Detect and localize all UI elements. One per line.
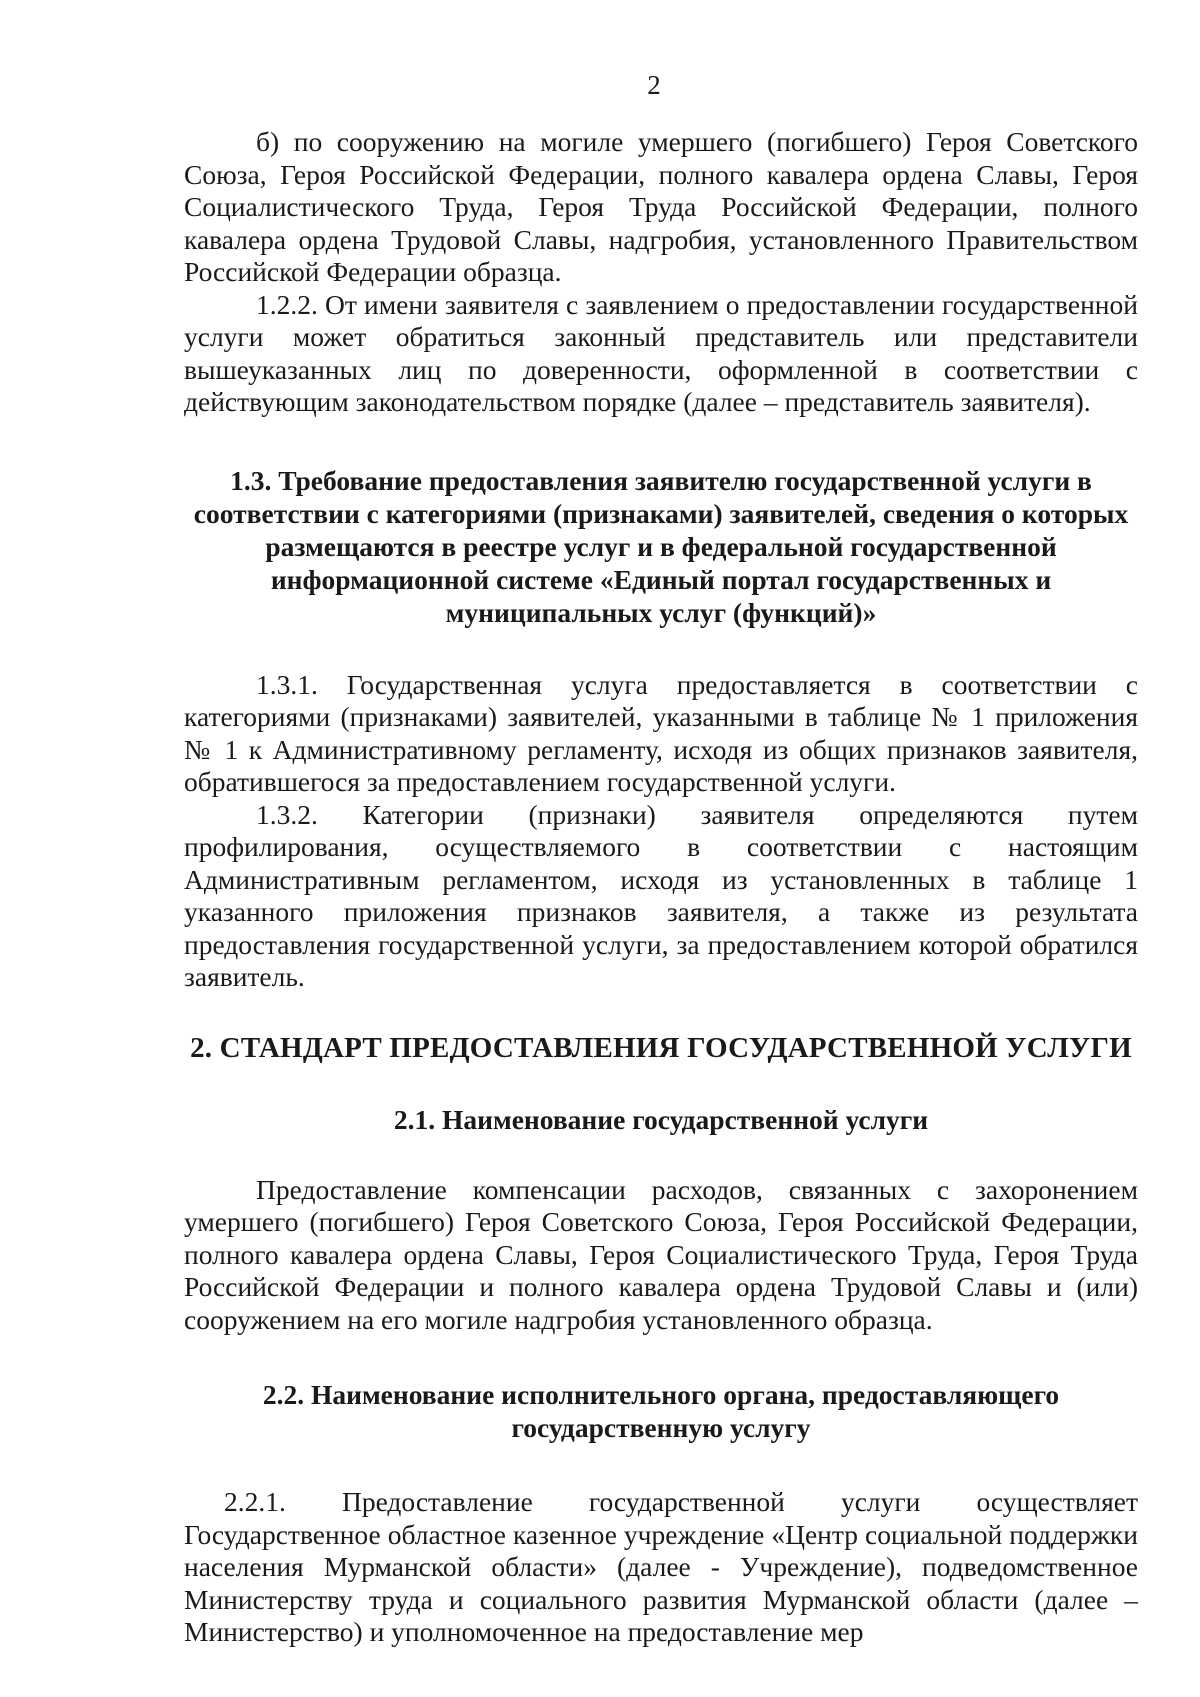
section-1-3-heading: 1.3. Требование предоставления заявителю государственной услуги в соответствии с категориями (признаками) заявителей, сведения о которых размещаются в реестре услуг и в федеральной государственной информационной системе «Единый портал государственных и муниципальных услуг (функций)»: [193, 464, 1129, 628]
section-2-2-heading: 2.2. Наименование исполнительного органа, предоставляющего государственную услугу: [262, 1379, 1060, 1443]
section-2-heading: 2. СТАНДАРТ ПРЕДОСТАВЛЕНИЯ ГОСУДАРСТВЕННОЙ УСЛУГИ: [190, 1031, 1132, 1064]
paragraph-1-2-2: 1.2.2. От имени заявителя с заявлением о предоставлении государственной услуги может обратиться законный представитель или представители вышеуказанных лиц по доверенности, оформленной в соответствии с действующим законодательством порядке (далее – представитель заявителя).: [184, 288, 1138, 417]
paragraph-2-1: Предоставление компенсации расходов, связанных с захоронением умершего (погибшего) Героя Советского Союза, Героя Российской Федерации, полного кавалера ордена Славы, Героя Социалистического Труда, Героя Труда Российской Федерации и полного кавалера ордена Трудовой Славы и (или) сооружением на его могиле надгробия установленного образца.: [184, 1173, 1138, 1335]
document-body: [184, 126, 1138, 1649]
paragraph-1-3-1: 1.3.1. Государственная услуга предоставляется в соответствии с категориями (признаками) заявителей, указанными в таблице № 1 приложения № 1 к Административному регламенту, исходя из общих признаков заявителя, обратившегося за предоставлением государственной услуги.: [184, 668, 1138, 797]
paragraph-1-3-2: 1.3.2. Категории (признаки) заявителя определяются путем профилирования, осуществляемого в соответствии с настоящим Административным регламентом, исходя из установленных в таблице 1 указанного приложения признаков заявителя, а также из результата предоставления государственной услуги, за предоставлением которой обратился заявитель.: [184, 798, 1138, 992]
paragraph-b-monument: б) по сооружению на могиле умершего (погибшего) Героя Советского Союза, Героя Российской Федерации, полного кавалера ордена Славы, Героя Социалистического Труда, Героя Труда Российской Федерации, полного кавалера ордена Трудовой Славы, надгробия, установленного Правительством Российской Федерации образца.: [184, 126, 1138, 287]
paragraph-2-2-1: 2.2.1. Предоставление государственной услуги осуществляет Государственное областное казенное учреждение «Центр социальной поддержки населения Мурманской области» (далее - Учреждение), подведомственное Министерству труда и социального развития Мурманской области (далее – Министерство) и уполномоченное на предоставление мер: [184, 1486, 1138, 1647]
page-number: 2: [647, 70, 661, 100]
section-2-1-heading: 2.1. Наименование государственной услуги: [393, 1103, 929, 1135]
